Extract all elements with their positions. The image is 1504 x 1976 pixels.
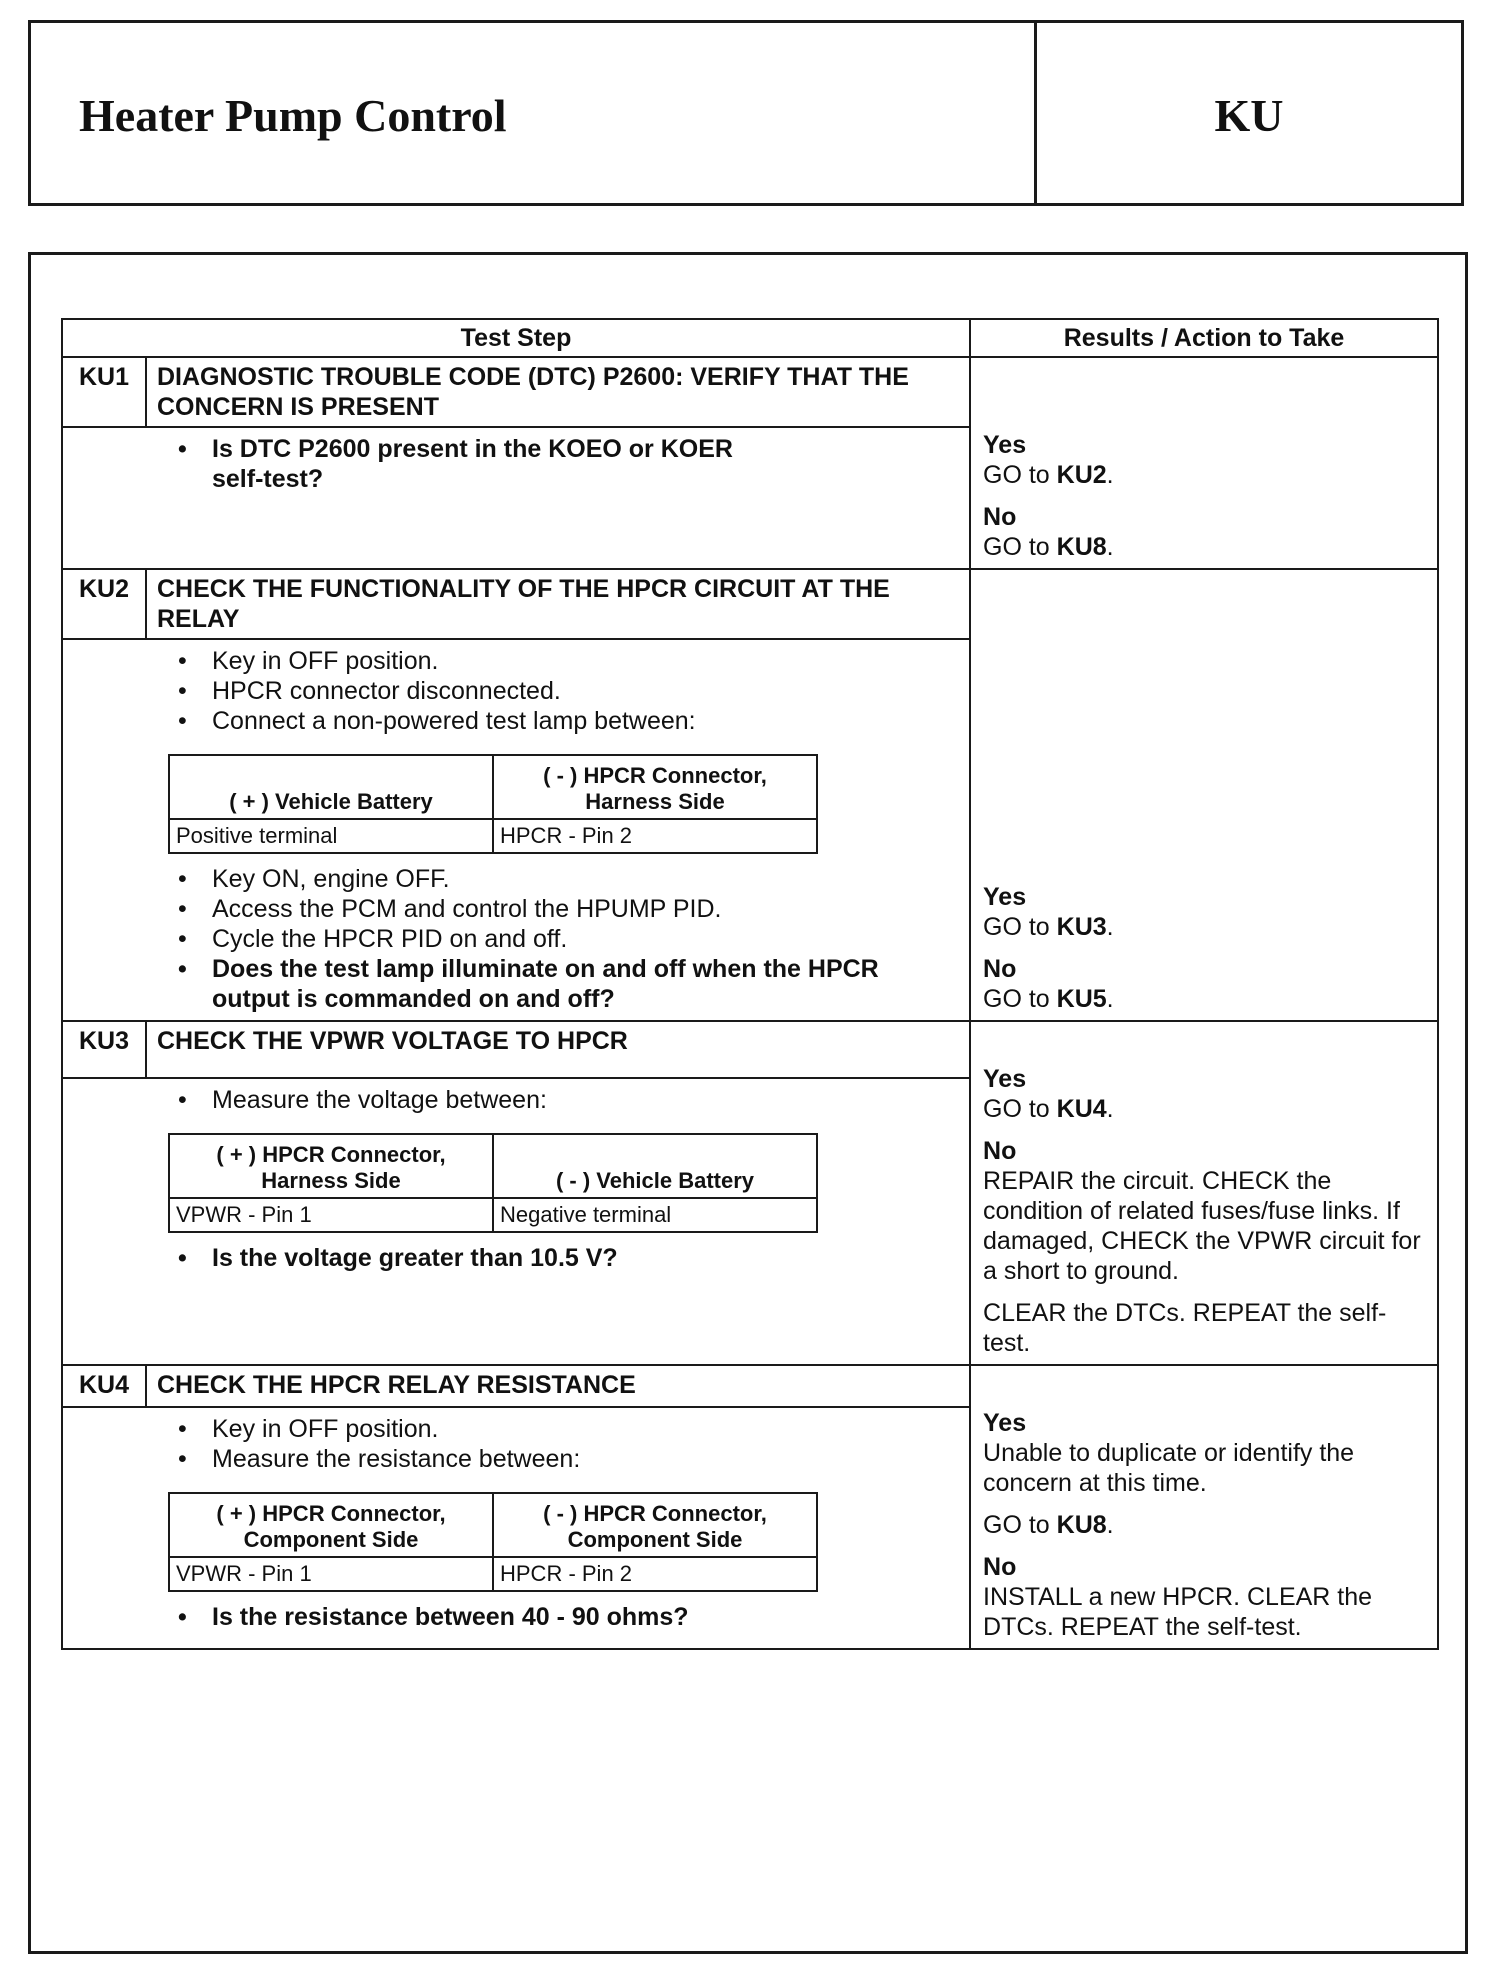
- no-action: REPAIR the circuit. CHECK the condition of related fuses/fuse links. If damaged, CHECK the VPWR circuit for a short to ground.: [983, 1167, 1421, 1285]
- column-header-test-step: Test Step: [62, 319, 970, 357]
- no-label: No: [983, 955, 1017, 983]
- connection-cell: HPCR - Pin 2: [493, 819, 817, 853]
- yes-action-text: Unable to duplicate or identify the concern at this time.: [983, 1439, 1355, 1497]
- connection-header-positive: ( + ) HPCR Connector, Component Side: [169, 1493, 493, 1557]
- connection-cell: VPWR - Pin 1: [169, 1198, 493, 1232]
- step-bullet: • Key ON, engine OFF.: [174, 864, 959, 894]
- no-action: GO to KU5.: [983, 985, 1114, 1013]
- yes-label: Yes: [983, 1065, 1027, 1093]
- step-question: • Is the resistance between 40 - 90 ohms?: [174, 1602, 959, 1632]
- yes-label: Yes: [983, 883, 1027, 911]
- yes-action: GO to KU4.: [983, 1095, 1114, 1123]
- content-panel: [28, 252, 1468, 1954]
- step-id: KU1: [62, 357, 146, 427]
- step-ku1-results: [970, 357, 1438, 569]
- no-label: No: [983, 1137, 1017, 1165]
- connection-cell: HPCR - Pin 2: [493, 1557, 817, 1591]
- yes-action: GO to KU2.: [983, 461, 1114, 489]
- yes-action: GO to KU3.: [983, 913, 1114, 941]
- step-body: [146, 1407, 970, 1649]
- no-action: INSTALL a new HPCR. CLEAR the DTCs. REPEAT the self-test.: [983, 1583, 1373, 1641]
- step-title: DIAGNOSTIC TROUBLE CODE (DTC) P2600: VERIFY THAT THE CONCERN IS PRESENT: [146, 357, 970, 427]
- page-title: Heater Pump Control: [79, 90, 507, 141]
- connection-header-positive: ( + ) Vehicle Battery: [169, 755, 493, 819]
- no-label: No: [983, 503, 1017, 531]
- page-header-box: [28, 20, 1464, 206]
- step-ku3-title-row: [62, 1021, 1438, 1078]
- step-bullet: • Measure the resistance between:: [174, 1444, 959, 1474]
- step-ku3-results: [970, 1021, 1438, 1365]
- step-body: [146, 427, 970, 569]
- step-title: CHECK THE VPWR VOLTAGE TO HPCR: [146, 1021, 970, 1078]
- step-bullet: • Measure the voltage between:: [174, 1085, 959, 1115]
- test-step-table: [61, 318, 1439, 1650]
- step-question: • Does the test lamp illuminate on and off when the HPCR output is commanded on and off?: [174, 954, 959, 1014]
- table-header-row: [62, 319, 1438, 357]
- connection-header-positive: ( + ) HPCR Connector, Harness Side: [169, 1134, 493, 1198]
- connection-table: [168, 1133, 818, 1233]
- step-ku4-results: [970, 1365, 1438, 1649]
- step-ku2-title-row: [62, 569, 1438, 639]
- yes-action: GO to KU8.: [983, 1511, 1114, 1539]
- step-ku1-title-row: [62, 357, 1438, 427]
- step-bullet: • Connect a non-powered test lamp between:: [174, 706, 959, 736]
- step-body: [146, 1078, 970, 1365]
- connection-cell: VPWR - Pin 1: [169, 1557, 493, 1591]
- step-question: • Is DTC P2600 present in the KOEO or KOER self-test?: [174, 434, 959, 494]
- connection-cell: Positive terminal: [169, 819, 493, 853]
- step-question: • Is the voltage greater than 10.5 V?: [174, 1243, 959, 1273]
- yes-label: Yes: [983, 1409, 1027, 1437]
- section-code: KU: [1214, 90, 1284, 141]
- connection-table: [168, 1492, 818, 1592]
- step-id: KU3: [62, 1021, 146, 1078]
- no-action: GO to KU8.: [983, 533, 1114, 561]
- connection-header-negative: ( - ) HPCR Connector, Component Side: [493, 1493, 817, 1557]
- step-bullet: • Cycle the HPCR PID on and off.: [174, 924, 959, 954]
- connection-header-negative: ( - ) Vehicle Battery: [493, 1134, 817, 1198]
- connection-cell: Negative terminal: [493, 1198, 817, 1232]
- step-id: KU4: [62, 1365, 146, 1407]
- connection-header-negative: ( - ) HPCR Connector, Harness Side: [493, 755, 817, 819]
- yes-label: Yes: [983, 431, 1027, 459]
- step-bullet: • Access the PCM and control the HPUMP PID.: [174, 894, 959, 924]
- step-body: [146, 639, 970, 1021]
- step-ku4-title-row: [62, 1365, 1438, 1407]
- column-header-results: Results / Action to Take: [970, 319, 1438, 357]
- step-bullet: • Key in OFF position.: [174, 646, 959, 676]
- step-title: CHECK THE FUNCTIONALITY OF THE HPCR CIRCUIT AT THE RELAY: [146, 569, 970, 639]
- step-title: CHECK THE HPCR RELAY RESISTANCE: [146, 1365, 970, 1407]
- step-ku2-results: [970, 569, 1438, 1021]
- connection-table: [168, 754, 818, 854]
- no-action-followup: CLEAR the DTCs. REPEAT the self-test.: [983, 1299, 1387, 1357]
- step-id: KU2: [62, 569, 146, 639]
- no-label: No: [983, 1553, 1017, 1581]
- step-bullet: • HPCR connector disconnected.: [174, 676, 959, 706]
- step-bullet: • Key in OFF position.: [174, 1414, 959, 1444]
